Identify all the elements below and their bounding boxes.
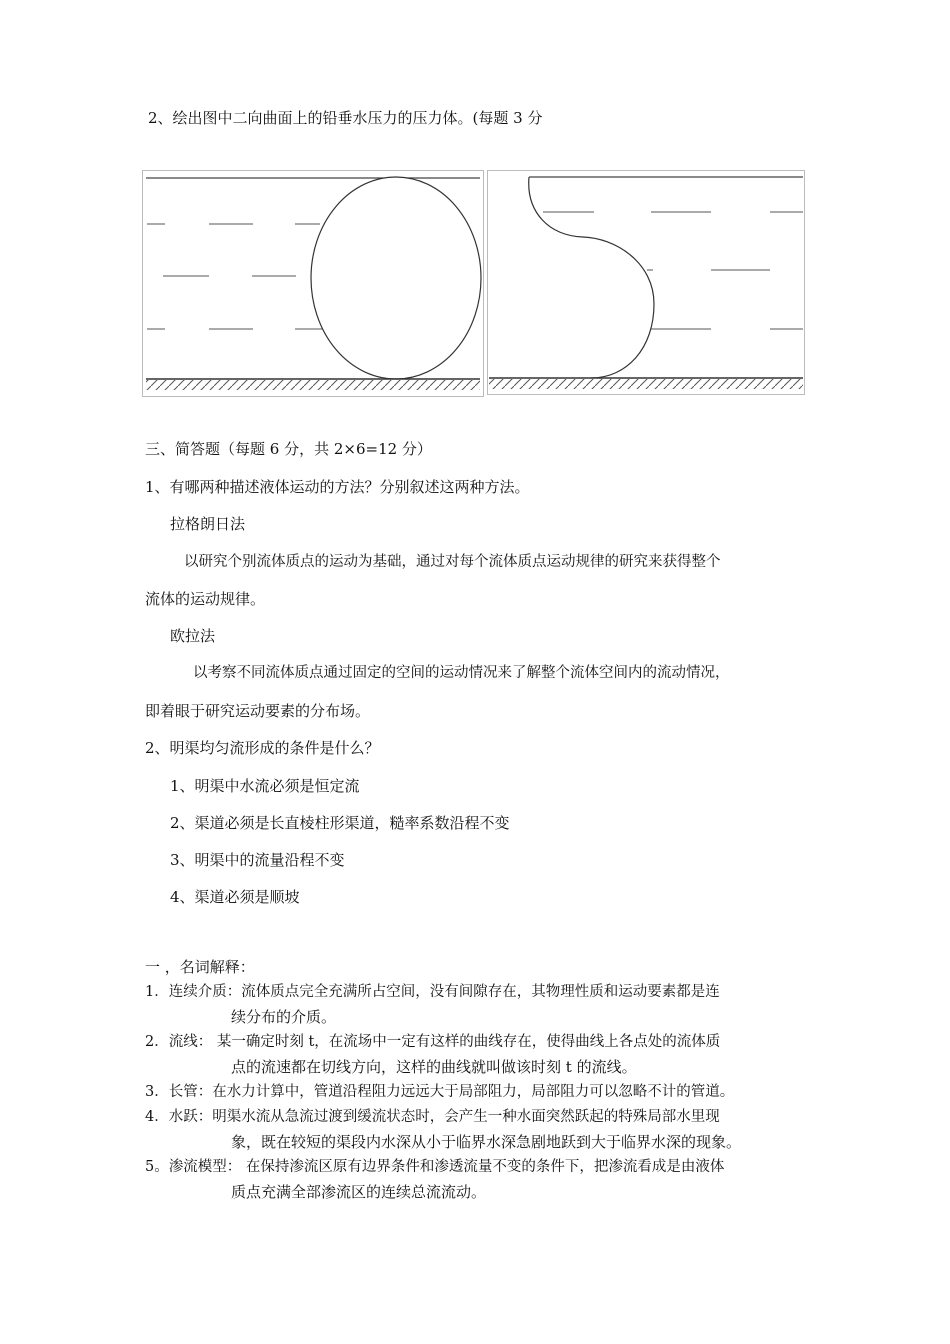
- euler-heading: 欧拉法: [170, 627, 216, 645]
- condition-item: 2、渠道必须是长直棱柱形渠道，糙率系数沿程不变: [170, 814, 510, 832]
- euler-text-line-2: 即着眼于研究运动要素的分布场。: [145, 702, 371, 720]
- figure-right-s-curve: [487, 170, 805, 395]
- section-3-title: 三、简答题（每题 6 分，共 2×6=12 分）: [145, 440, 432, 458]
- terms-title: 一 ，名词解释：: [145, 958, 255, 976]
- s-curved-surface: [529, 177, 654, 378]
- water-dashes: [147, 224, 322, 329]
- term-1-line-2: 续分布的介质。: [231, 1008, 337, 1026]
- condition-item: 4、渠道必须是顺坡: [170, 888, 300, 906]
- lagrange-text-line-2: 流体的运动规律。: [145, 590, 266, 608]
- term-2-line-1: 2．流线： 某一确定时刻 t，在流场中一定有这样的曲线存在，使得曲线上各点处的流体质: [145, 1034, 721, 1050]
- ground-hatch: [489, 379, 803, 389]
- lagrange-heading: 拉格朗日法: [170, 515, 246, 533]
- q1-question: 1、有哪两种描述液体运动的方法？分别叙述这两种方法。: [145, 478, 530, 496]
- lagrange-text-line-1: 以研究个别流体质点的运动为基础，通过对每个流体质点运动规律的研究来获得整个: [184, 554, 721, 570]
- term-2-line-2: 点的流速都在切线方向，这样的曲线就叫做该时刻 t 的流线。: [231, 1058, 637, 1076]
- term-1-line-1: 1．连续介质：流体质点完全充满所占空间，没有间隙存在，其物理性质和运动要素都是连: [145, 984, 720, 1000]
- term-3-line-1: 3．长管：在水力计算中，管道沿程阻力远远大于局部阻力，局部阻力可以忽略不计的管道。: [145, 1084, 735, 1100]
- ground-hatch: [146, 380, 480, 390]
- figure-frame: [488, 171, 805, 395]
- term-4-line-2: 象，既在较短的渠段内水深从小于临界水深急剧地跃到大于临界水深的现象。: [231, 1133, 742, 1151]
- condition-item: 3、明渠中的流量沿程不变: [170, 851, 345, 869]
- figure-left-circle: [142, 170, 484, 397]
- question-2-title: 2、绘出图中二向曲面上的铅垂水压力的压力体。(每题 3 分: [148, 109, 543, 127]
- term-4-line-1: 4．水跃：明渠水流从急流过渡到缓流状态时，会产生一种水面突然跃起的特殊局部水里现: [145, 1109, 720, 1125]
- term-5-line-2: 质点充满全部渗流区的连续总流流动。: [231, 1183, 487, 1201]
- cylinder-circle: [311, 177, 481, 379]
- q2-question: 2、明渠均匀流形成的条件是什么？: [145, 739, 380, 757]
- term-5-line-1: 5。渗流模型： 在保持渗流区原有边界条件和渗透流量不变的条件下，把渗流看成是由液体: [145, 1159, 725, 1175]
- condition-item: 1、明渠中水流必须是恒定流: [170, 777, 360, 795]
- water-dashes: [543, 212, 803, 329]
- euler-text-line-1: 以考察不同流体质点通过固定的空间的运动情况来了解整个流体空间内的流动情况，: [193, 665, 730, 681]
